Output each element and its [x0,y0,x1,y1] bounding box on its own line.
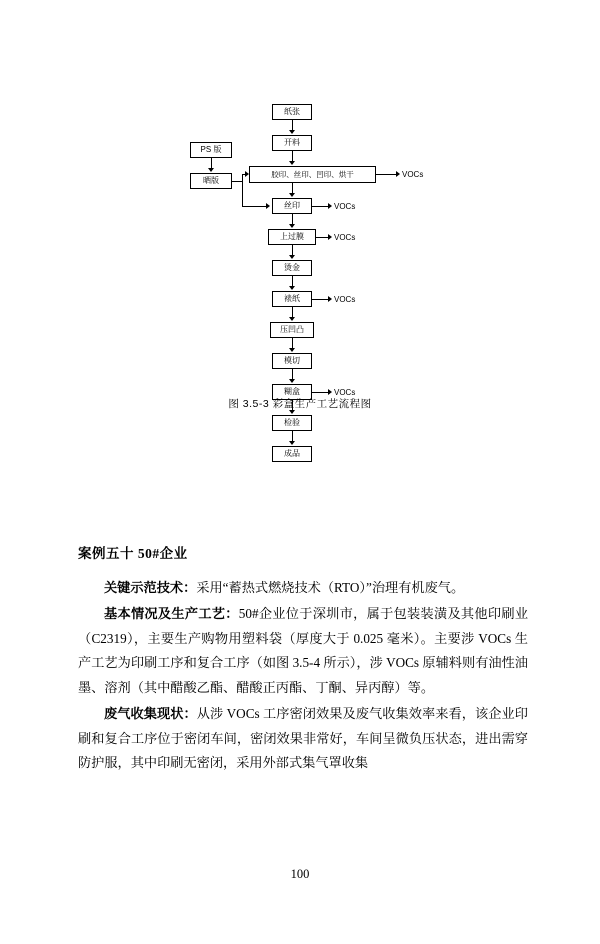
arrow-down-icon [289,161,295,165]
arrow-down-icon [208,168,214,172]
connector-line [242,174,243,206]
arrow-down-icon [289,255,295,259]
flow-node-yaaotu: 压凹凸 [270,322,314,338]
arrow-right-icon [328,234,332,240]
arrow-right-icon [328,296,332,302]
arrow-down-icon [289,441,295,445]
flow-node-shangyoumo: 上过膜 [268,229,316,245]
connector-line [242,206,266,207]
paragraph-lead: 基本情况及生产工艺： [104,606,239,622]
document-page [0,96,600,944]
page-number: 100 [290,867,310,881]
arrow-right-icon [328,389,332,395]
vocs-label-siyin: VOCs [334,202,356,211]
flow-node-chengpin: 成品 [272,446,312,462]
paragraph-basic-info [78,602,528,700]
vocs-label-jiaoyin: VOCs [402,170,424,179]
arrow-down-icon [289,317,295,321]
paragraph-body: 采用“蓄热式燃烧技术（RTO）”治理有机废气。 [196,580,465,595]
arrow-right-icon [396,171,400,177]
paragraph-lead: 关键示范技术： [104,580,197,595]
vocs-label-zhuhe: VOCs [334,388,356,397]
arrow-down-icon [289,348,295,352]
paragraph-lead: 废气收集现状： [104,706,197,722]
arrow-down-icon [289,224,295,228]
paragraph-exhaust-collection [78,702,528,775]
arrow-down-icon [289,193,295,197]
figure-caption: 图 3.5-3 彩盒生产工艺流程图 [228,398,372,410]
flow-node-shaiban: 晒版 [190,173,232,189]
connector-line [376,174,398,175]
flow-node-moqie: 模切 [272,353,312,369]
arrow-right-icon [328,203,332,209]
paragraph-key-technology [78,576,528,600]
flow-node-jianyan: 检验 [272,415,312,431]
flow-node-kailiao: 开料 [272,135,312,151]
paragraph-body: 50#企业位于深圳市，属于包装装潢及其他印刷业（C2319），主要生产购物用塑料袋（厚度大于 0.025 毫米）。主要涉 VOCs 生产工艺为印刷工序和复合工序（如图 3.5-4 所示），涉 VOCs 原辅料则有油性油墨、溶剂（其中醋酸乙酯、醋酸正丙酯、丁酮、异丙醇）等。 [78,606,529,695]
flow-node-jiaoyin: 胶印、丝印、凹印、烘干 [249,166,376,183]
page-title: 案例五十 50#企业 [78,546,188,561]
arrow-down-icon [289,379,295,383]
arrow-right-icon [245,171,249,177]
arrow-down-icon [289,286,295,290]
process-flow-diagram [0,96,600,458]
vocs-label-biaozhi: VOCs [334,295,356,304]
paragraph-body: 从涉 VOCs 工序密闭效果及废气收集效率来看，该企业印刷和复合工序位于密闭车间，密闭效果非常好，车间呈微负压状态，进出需穿防护服，其中印刷无密闭，采用外部式集气罩收集 [78,706,528,770]
vocs-label-shangyoumo: VOCs [334,233,356,242]
flow-node-siyin: 丝印 [272,198,312,214]
flow-node-biaozhi: 裱纸 [272,291,312,307]
flow-node-tangjin: 烫金 [272,260,312,276]
body-text [78,542,528,777]
arrow-right-icon [266,203,270,209]
connector-line [232,181,242,182]
flow-node-zhuhe: 糊盒 [272,384,312,400]
flow-node-zhizhang: 纸张 [272,104,312,120]
flow-node-psban: PS 版 [190,142,232,158]
arrow-down-icon [289,130,295,134]
